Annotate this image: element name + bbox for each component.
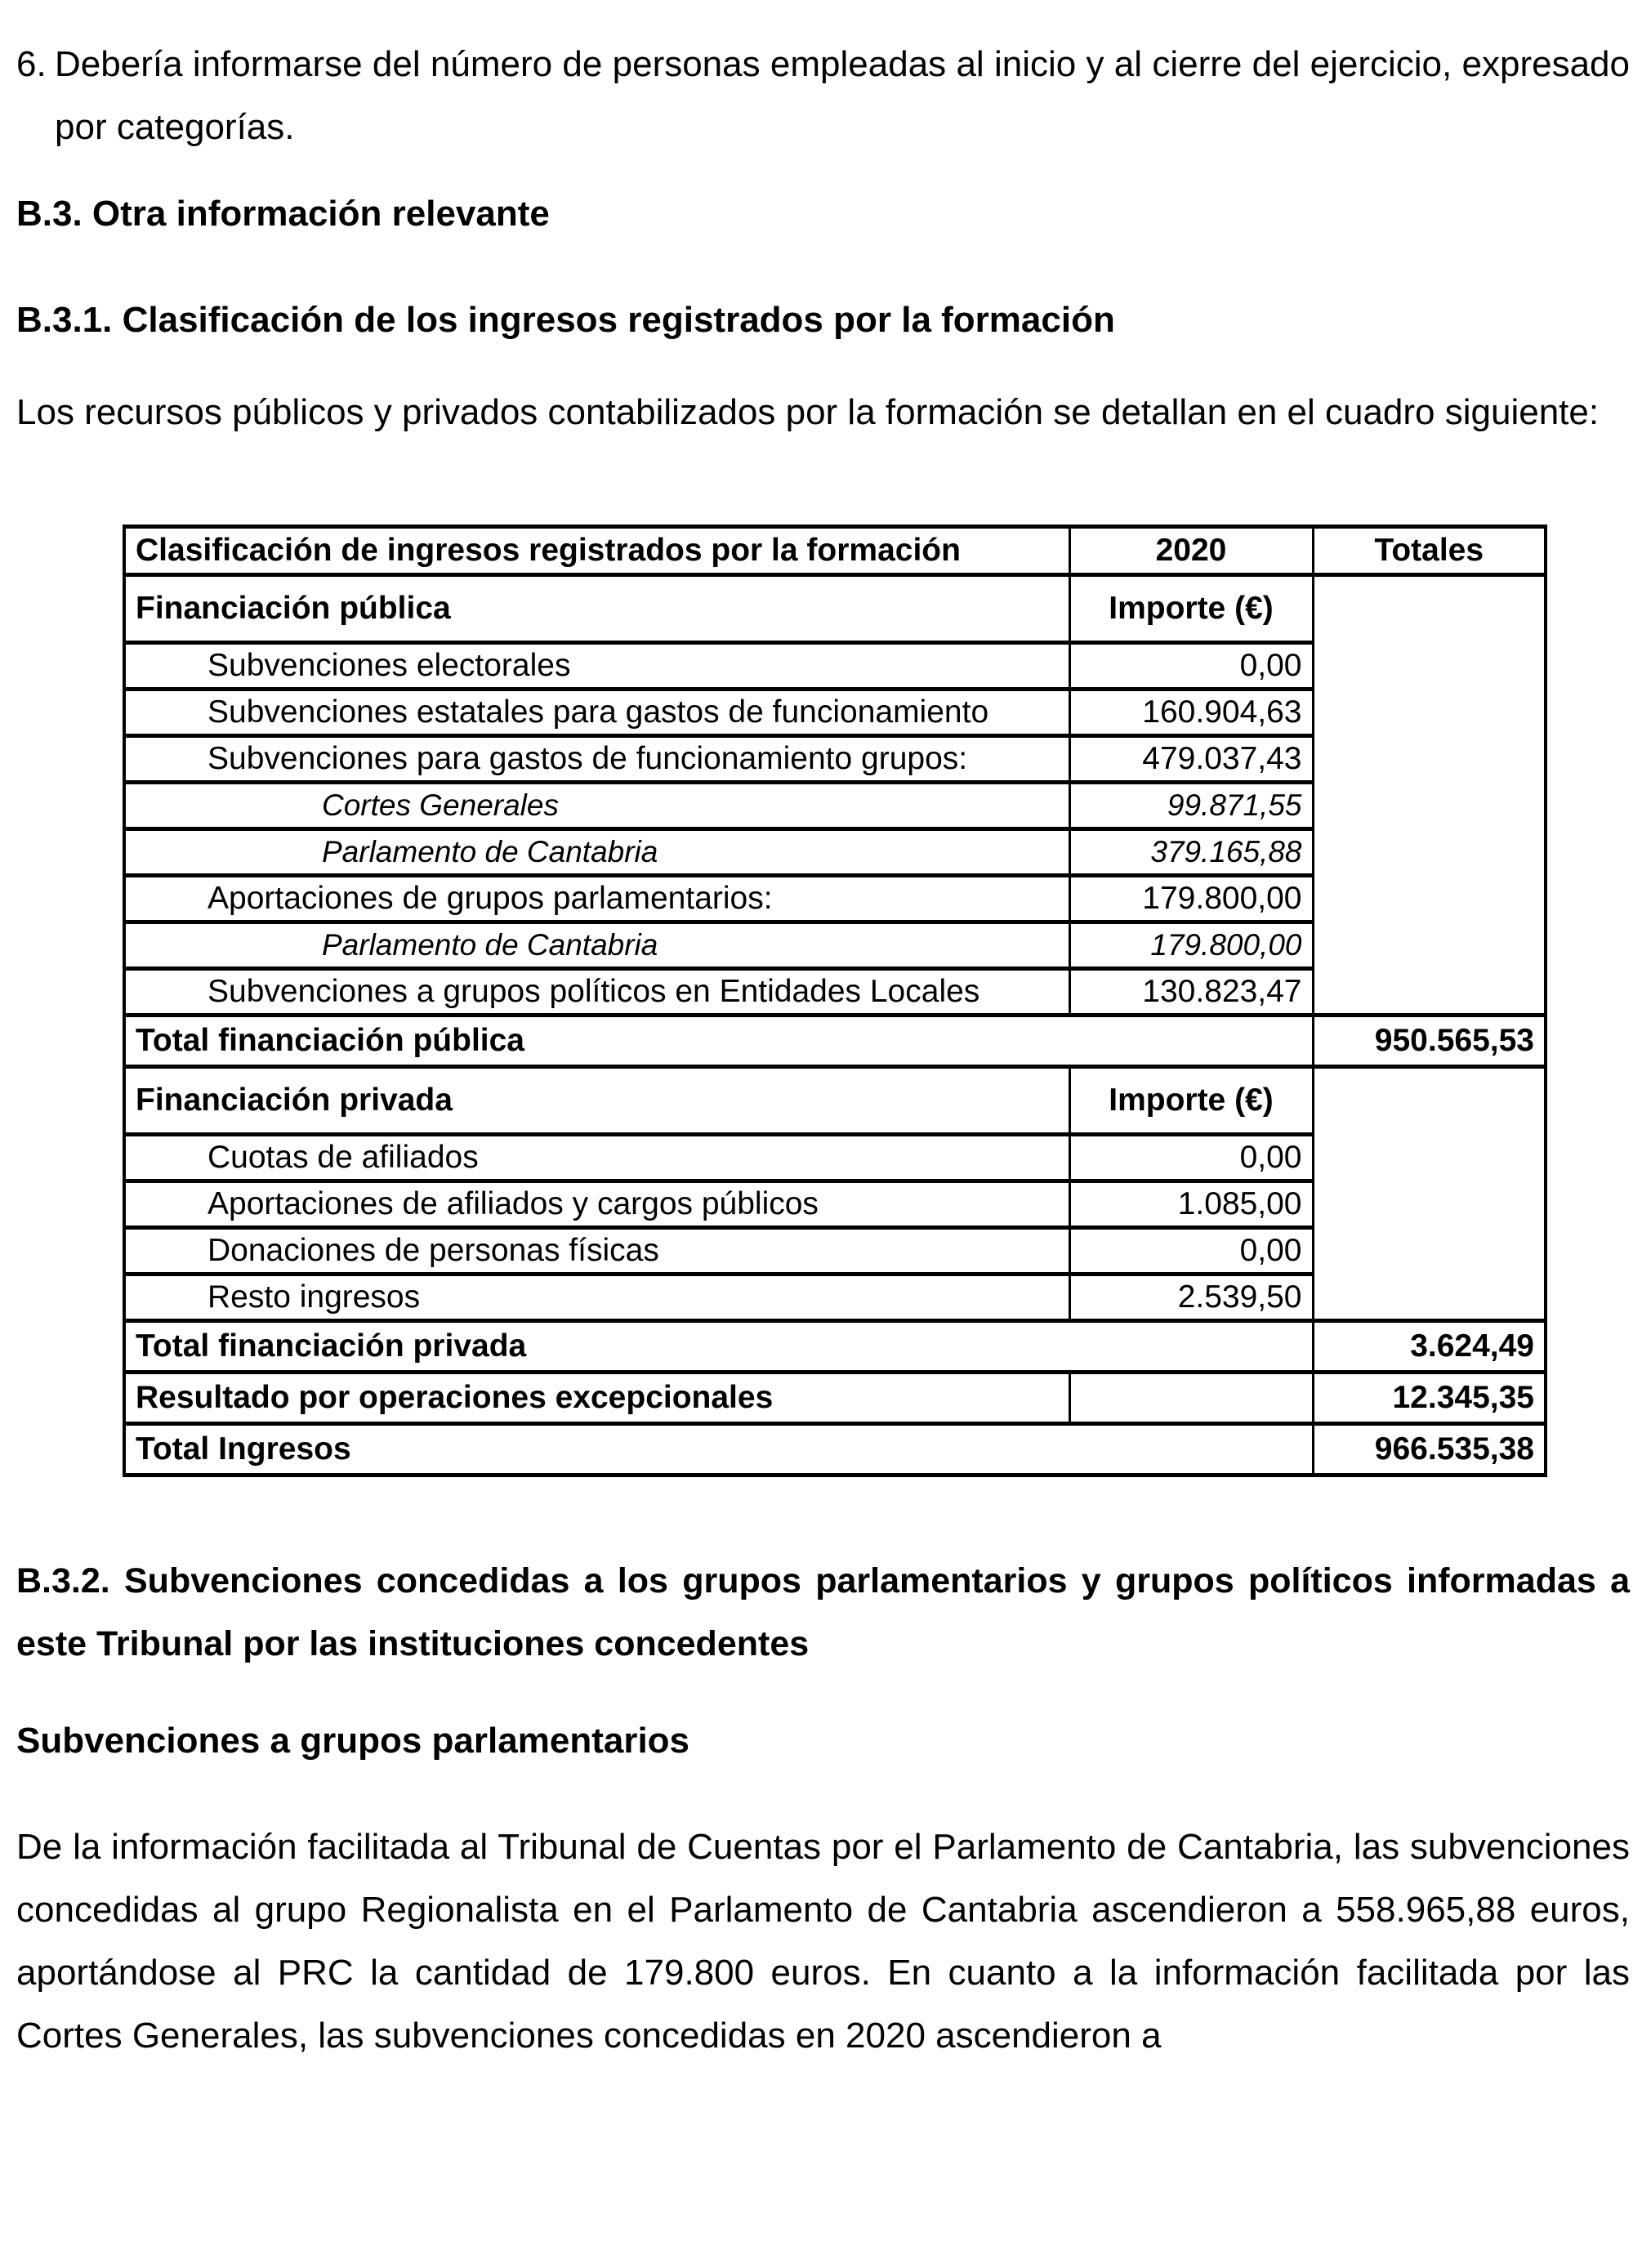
row-label: Subvenciones electorales (124, 643, 1069, 690)
row-amount: 2.539,50 (1069, 1275, 1313, 1321)
row-label: Aportaciones de grupos parlamentarios: (124, 876, 1069, 922)
row-amount: 379.165,88 (1069, 829, 1313, 876)
private-section-row (124, 1067, 1546, 1135)
income-table-wrapper (123, 525, 1630, 1477)
row-amount: 0,00 (1069, 1135, 1313, 1181)
list-item-6-marker: 6. (16, 44, 47, 84)
row-label: Cuotas de afiliados (124, 1135, 1069, 1181)
exceptional-value: 12.345,35 (1313, 1373, 1546, 1424)
grand-total-value: 966.535,38 (1313, 1424, 1546, 1476)
list-item-6 (16, 33, 1630, 158)
public-total-label: Total financiación pública (124, 1016, 1313, 1067)
public-total-row (124, 1016, 1546, 1067)
heading-b31: B.3.1. Clasificación de los ingresos registrados por la formación (16, 300, 1115, 340)
private-amount-label: Importe (€) (1069, 1067, 1313, 1135)
header-year-cell: 2020 (1069, 527, 1313, 575)
heading-subvenciones: Subvenciones a grupos parlamentarios (16, 1721, 690, 1761)
heading-b3: B.3. Otra información relevante (16, 194, 550, 234)
row-label: Parlamento de Cantabria (124, 922, 1069, 969)
private-section-label: Financiación privada (124, 1067, 1069, 1135)
public-amount-label: Importe (€) (1069, 575, 1313, 643)
exceptional-row (124, 1373, 1546, 1424)
public-total-value: 950.565,53 (1313, 1016, 1546, 1067)
row-label: Subvenciones estatales para gastos de funcionamiento (124, 690, 1069, 736)
row-amount: 99.871,55 (1069, 783, 1313, 829)
row-amount: 179.800,00 (1069, 922, 1313, 969)
grand-total-row (124, 1424, 1546, 1476)
row-label: Subvenciones para gastos de funcionamiento grupos: (124, 736, 1069, 783)
row-amount: 0,00 (1069, 643, 1313, 690)
row-label: Cortes Generales (124, 783, 1069, 829)
table-header-row (124, 527, 1546, 575)
exceptional-empty-cell (1069, 1373, 1313, 1424)
row-amount: 179.800,00 (1069, 876, 1313, 922)
row-label: Subvenciones a grupos políticos en Entidades Locales (124, 969, 1069, 1016)
row-label: Aportaciones de afiliados y cargos públicos (124, 1181, 1069, 1228)
paragraph-closing: De la información facilitada al Tribunal de Cuentas por el Parlamento de Cantabria, las subvenciones concedidas al grupo Regionalista en el Parlamento de Cantabria ascendieron a 558.965,88 euros, aportándose al PRC la cantidad de 179.800 euros. En cuanto a la información facilitada por las Cortes Generales, las subvenciones concedidas en 2020 ascendieron a (16, 1827, 1630, 2056)
row-amount: 130.823,47 (1069, 969, 1313, 1016)
row-amount: 1.085,00 (1069, 1181, 1313, 1228)
public-totals-merged-cell (1313, 575, 1546, 1016)
private-total-label: Total financiación privada (124, 1321, 1313, 1373)
income-classification-table (123, 525, 1547, 1477)
private-total-value: 3.624,49 (1313, 1321, 1546, 1373)
header-classification-cell: Clasificación de ingresos registrados por la formación (124, 527, 1069, 575)
public-section-label: Financiación pública (124, 575, 1069, 643)
row-label: Resto ingresos (124, 1275, 1069, 1321)
row-amount: 160.904,63 (1069, 690, 1313, 736)
row-label: Parlamento de Cantabria (124, 829, 1069, 876)
header-totals-cell: Totales (1313, 527, 1546, 575)
exceptional-label: Resultado por operaciones excepcionales (124, 1373, 1069, 1424)
private-total-row (124, 1321, 1546, 1373)
paragraph-intro: Los recursos públicos y privados contabilizados por la formación se detallan en el cuadro siguiente: (16, 392, 1600, 432)
list-item-6-text: Debería informarse del número de personas empleadas al inicio y al cierre del ejercicio, expresado por categorías. (55, 44, 1630, 147)
row-amount: 479.037,43 (1069, 736, 1313, 783)
row-amount: 0,00 (1069, 1228, 1313, 1275)
private-totals-merged-cell (1313, 1067, 1546, 1321)
grand-total-label: Total Ingresos (124, 1424, 1313, 1476)
row-label: Donaciones de personas físicas (124, 1228, 1069, 1275)
public-section-row (124, 575, 1546, 643)
heading-b32: B.3.2. Subvenciones concedidas a los grupos parlamentarios y grupos políticos informadas a este Tribunal por las instituciones concedentes (16, 1561, 1630, 1663)
